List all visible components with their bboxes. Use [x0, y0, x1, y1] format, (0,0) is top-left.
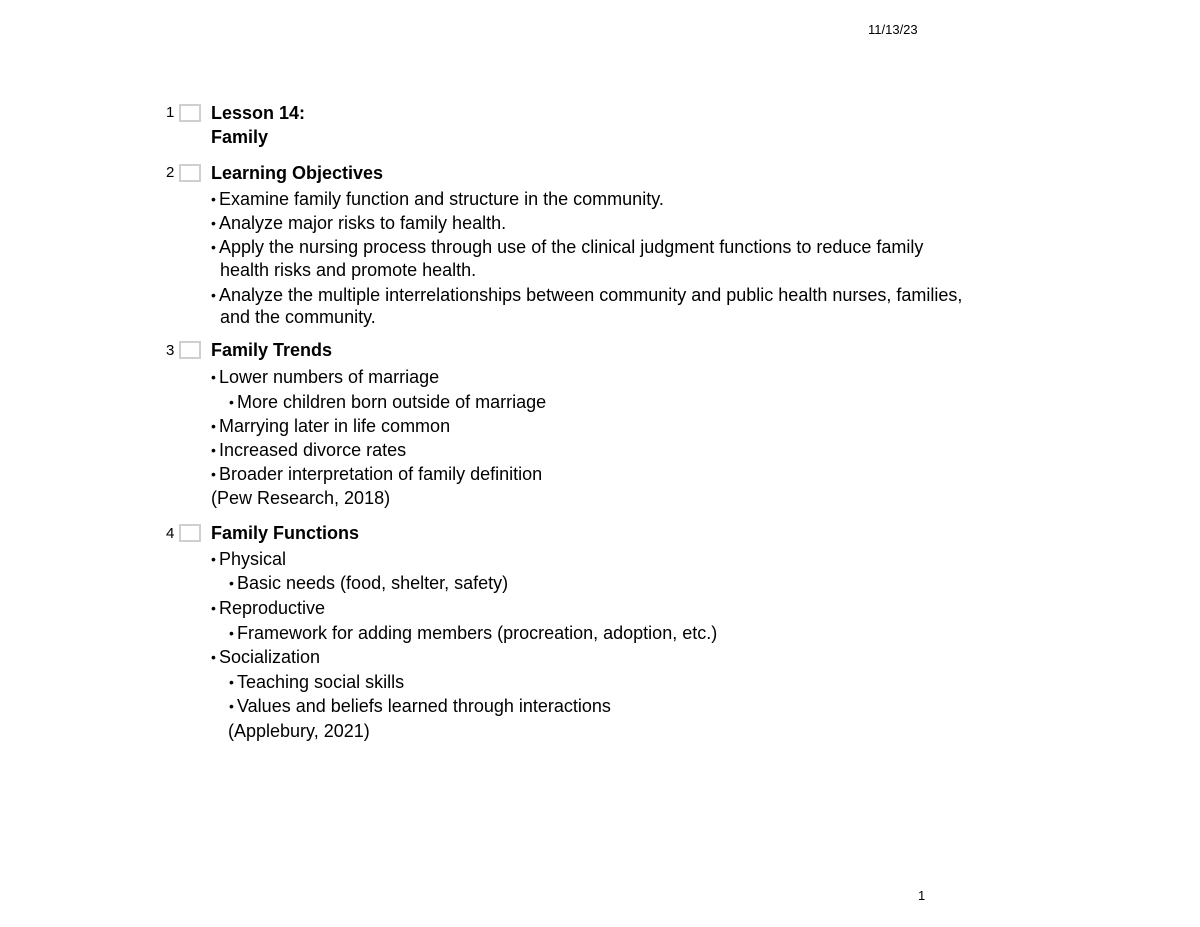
bullet-icon: •	[229, 394, 234, 410]
bullet-icon: •	[211, 191, 216, 207]
bullet-item: • Physical	[211, 549, 287, 569]
bullet-icon: •	[211, 442, 216, 458]
bullet-icon: •	[229, 674, 234, 690]
bullet-item: • Apply the nursing process through use of the clinical judgment functions to reduce family	[211, 237, 924, 257]
bullet-icon: •	[211, 369, 216, 385]
bullet-continuation: health risks and promote health.	[220, 260, 477, 280]
sub-bullet-item: • Framework for adding members (procreation, adoption, etc.)	[229, 623, 718, 643]
slide-title: Learning Objectives	[211, 163, 384, 183]
slide-title-line: Lesson 14:	[211, 103, 306, 123]
bullet-item: • Socialization	[211, 647, 321, 667]
bullet-item: • Analyze major risks to family health.	[211, 213, 507, 233]
slide-title: Family Functions	[211, 523, 360, 543]
bullet-icon: •	[211, 239, 216, 255]
bullet-icon: •	[211, 418, 216, 434]
sub-bullet-item: • More children born outside of marriage	[229, 392, 547, 412]
bullet-item: • Increased divorce rates	[211, 440, 407, 460]
sub-bullet-item: • Values and beliefs learned through interactions	[229, 696, 611, 716]
page-number: 1	[918, 888, 926, 903]
bullet-item: • Examine family function and structure in the community.	[211, 189, 664, 209]
bullet-icon: •	[229, 698, 234, 714]
slide-thumbnail-placeholder	[179, 341, 201, 359]
bullet-icon: •	[211, 551, 216, 567]
bullet-icon: •	[229, 575, 234, 591]
bullet-icon: •	[211, 287, 216, 303]
sub-bullet-item: • Teaching social skills	[229, 672, 405, 692]
bullet-icon: •	[211, 466, 216, 482]
slide-number: 2	[166, 164, 175, 181]
sub-bullet-item: • Basic needs (food, shelter, safety)	[229, 573, 509, 593]
citation: (Pew Research, 2018)	[211, 488, 391, 508]
slide-number: 4	[166, 525, 175, 542]
slide-title: Family Trends	[211, 340, 333, 360]
slide-thumbnail-placeholder	[179, 164, 201, 182]
slide-thumbnail-placeholder	[179, 104, 201, 122]
citation: (Applebury, 2021)	[228, 721, 370, 741]
bullet-icon: •	[211, 215, 216, 231]
bullet-icon: •	[211, 649, 216, 665]
bullet-item: • Marrying later in life common	[211, 416, 451, 436]
bullet-item: • Lower numbers of marriage	[211, 367, 440, 387]
slide-number: 3	[166, 342, 175, 359]
bullet-item: • Reproductive	[211, 598, 326, 618]
slide-thumbnail-placeholder	[179, 524, 201, 542]
slide-number: 1	[166, 104, 175, 121]
page-date: 11/13/23	[868, 22, 918, 37]
bullet-continuation: and the community.	[220, 307, 376, 327]
slide-title-line: Family	[211, 127, 269, 147]
bullet-icon: •	[211, 600, 216, 616]
bullet-item: • Broader interpretation of family definition	[211, 464, 543, 484]
bullet-icon: •	[229, 625, 234, 641]
bullet-item: • Analyze the multiple interrelationships between community and public health nurses, families,	[211, 285, 963, 305]
